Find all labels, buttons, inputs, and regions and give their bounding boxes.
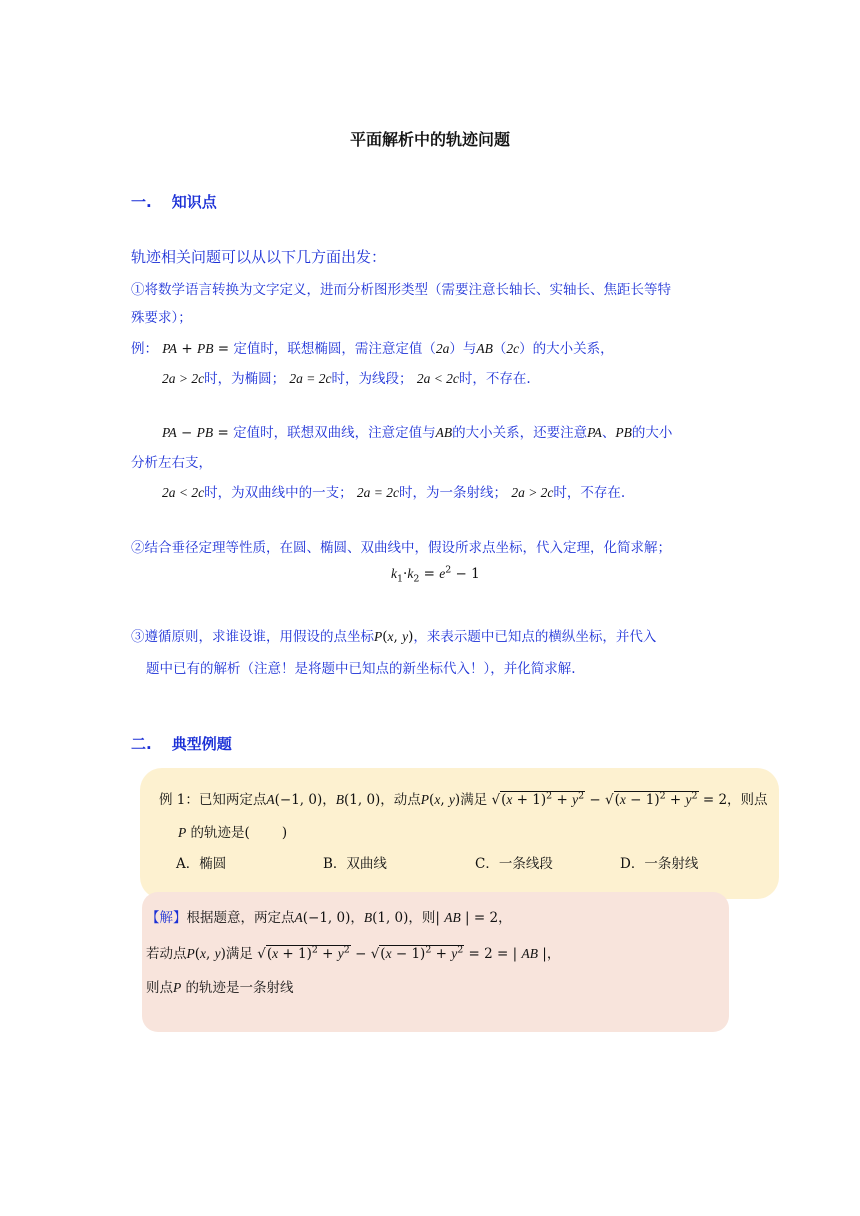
- solution-text-2: ，: [350, 910, 364, 926]
- solution-line1: 【解】根据题意，两定点A(−1, 0)，B(1, 0)，则| AB | = 2，: [146, 910, 512, 926]
- slope-formula: $k_1\cdot k_2 = e^2 - 1$: [391, 564, 480, 585]
- section-label: 知识点: [171, 193, 217, 211]
- solution-text-7: ，: [546, 946, 561, 962]
- section-heading-knowledge: [131, 191, 217, 212]
- ellipse-text-3: （: [492, 341, 507, 357]
- section-heading-examples: [131, 733, 232, 754]
- example-label: 例：: [131, 341, 158, 357]
- point1-line2: 殊要求）；: [131, 310, 192, 326]
- solution-text-9: 的轨迹是一条射线: [185, 980, 294, 996]
- option-d: D．一条射线: [620, 856, 699, 872]
- point1-line1: ①将数学语言转换为文字定义，进而分析图形类型（需要注意长轴长、实轴长、焦距长等特: [131, 282, 671, 298]
- example1-text-1: 例 1：已知两定点: [159, 792, 267, 808]
- option-c: C．一条线段: [475, 856, 553, 872]
- solution-line2: 若动点P(x, y)满足 $√(x + 1)^2 + y^2 - √(x - 1)^2 + y^2 = 2$ = | AB |，: [146, 944, 561, 962]
- hyperbola-line2: 分析左右支，: [131, 455, 212, 471]
- example1-text-7: ): [281, 825, 288, 841]
- solution-text-6: 满足: [225, 946, 253, 962]
- example1-text-3: ，动点: [380, 792, 421, 808]
- hyperbola-text-2: 的大小关系，还要注意: [452, 425, 588, 441]
- solution-text-8: 则点: [146, 980, 173, 996]
- section-number: 一.: [131, 193, 152, 211]
- example1-text-6: 的轨迹是(: [190, 825, 250, 841]
- ellipse-cond-b: 时，为线段；: [331, 371, 413, 387]
- ellipse-cond-a: 时，为椭圆；: [204, 371, 286, 387]
- solution-text-4: ，: [498, 910, 512, 926]
- point3-text-2: ，来表示题中已知点的横纵坐标，并代入: [413, 629, 657, 645]
- hyperbola-text-3: 的大小: [631, 425, 673, 441]
- hyperbola-line3: 2a < 2c时，为双曲线中的一支； 2a = 2c时，为一条射线； 2a > 2c时，不存在.: [162, 485, 626, 501]
- solution-text-3: ，则: [408, 910, 436, 926]
- hyperbola-text-1: 定值时，联想双曲线，注意定值与: [233, 425, 436, 441]
- option-a: A．椭圆: [176, 856, 227, 872]
- hyperbola-cond-b: 时，为一条射线；: [399, 485, 508, 501]
- point2-text: ②结合垂径定理等性质，在圆、椭圆、双曲线中，假设所求点坐标，代入定理，化简求解；: [131, 540, 671, 556]
- page-title: 平面解析中的轨迹问题: [349, 130, 510, 149]
- example1-question-line2: P 的轨迹是( ): [178, 825, 288, 841]
- ellipse-text-1: 定值时，联想椭圆，需注意定值（: [233, 341, 436, 357]
- example1-text-4: 满足: [460, 792, 488, 808]
- section-label: 典型例题: [171, 735, 232, 753]
- point3-line2: 题中已有的解析（注意！是将题中已知点的新坐标代入！），并化简求解.: [146, 661, 576, 677]
- point3-line1: ③遵循原则，求谁设谁，用假设的点坐标P(x, y)，来表示题中已知点的横纵坐标，并代入: [131, 629, 657, 645]
- ellipse-text-4: ）的大小关系，: [519, 341, 614, 357]
- example1-text-5: ，则点: [727, 792, 768, 808]
- hyperbola-cond-a: 时，为双曲线中的一支；: [204, 485, 353, 501]
- ellipse-text-2: ）与: [449, 341, 477, 357]
- example1-text-2: ，: [322, 792, 336, 808]
- hyperbola-line1: PA − PB = 定值时，联想双曲线，注意定值与AB的大小关系，还要注意PA、PB的大小: [162, 425, 673, 441]
- point3-text-1: ③遵循原则，求谁设谁，用假设的点坐标: [131, 629, 374, 645]
- hyperbola-cond-c: 时，不存在.: [553, 485, 626, 501]
- ellipse-cond-c: 时，不存在.: [458, 371, 531, 387]
- option-b: B．双曲线: [323, 856, 387, 872]
- solution-text-5: 若动点: [146, 946, 187, 962]
- section-number: 二.: [131, 735, 152, 753]
- solution-text-1: 根据题意，两定点: [186, 910, 295, 926]
- ellipse-line1: 例： PA + PB = 定值时，联想椭圆，需注意定值（2a）与AB（2c）的大小关系，: [131, 341, 614, 357]
- intro-text: 轨迹相关问题可以从以下几方面出发：: [131, 248, 387, 266]
- solution-line3: 则点P 的轨迹是一条射线: [146, 980, 294, 996]
- ellipse-line2: 2a > 2c时，为椭圆； 2a = 2c时，为线段； 2a < 2c时，不存在.: [162, 371, 531, 387]
- example1-question-line1: 例 1：已知两定点A(−1, 0)，B(1, 0)，动点P(x, y)满足 $√(x + 1)^2 + y^2 - √(x - 1)^2 + y^2 = 2$，则点: [159, 790, 768, 808]
- solution-tag: 【解】: [146, 910, 187, 926]
